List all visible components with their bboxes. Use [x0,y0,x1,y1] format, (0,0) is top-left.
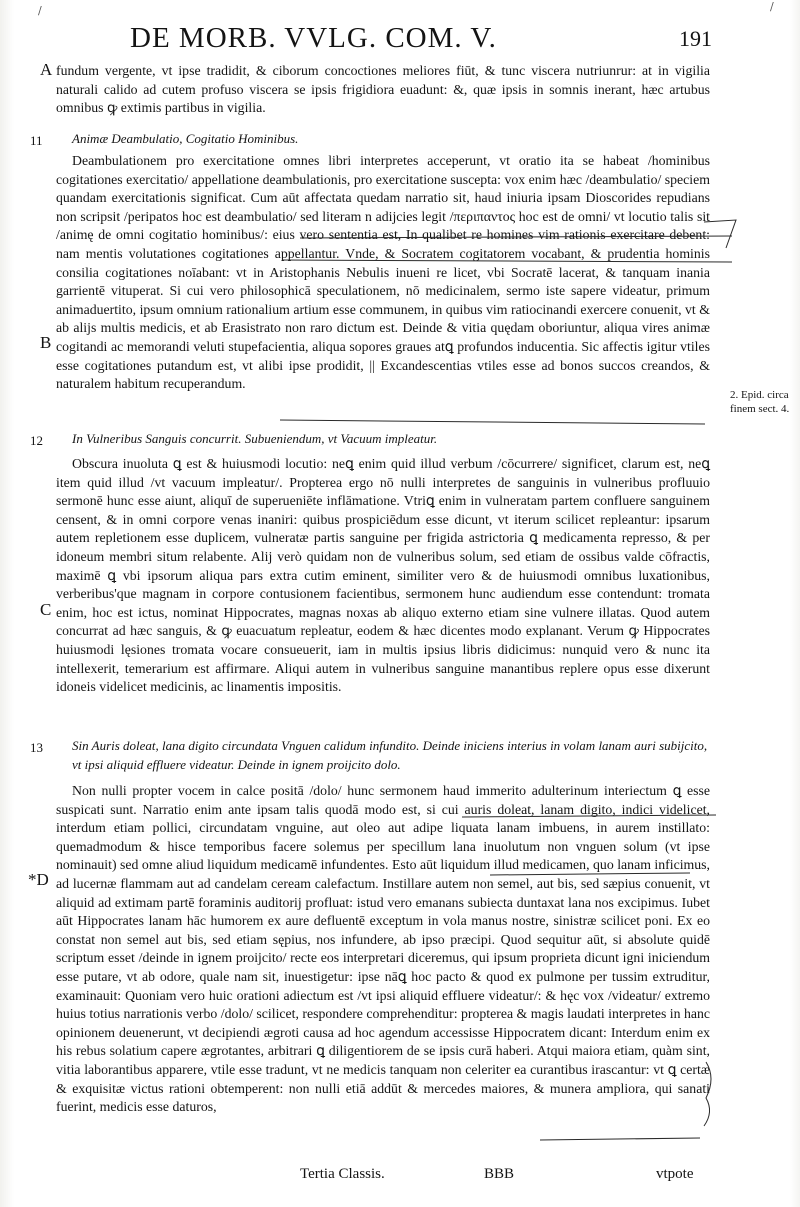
margin-number-11: 11 [30,133,43,148]
page-number: 191 [679,26,712,51]
footer-signature-left: Tertia Classis. [300,1166,385,1182]
margin-letter-b: B [40,333,52,352]
paragraph-section-13: Non nulli propter vocem in calce positā /dolo/ hunc sermonem haud immerito adulterinum interiectum ꝗ esse suspicati sunt. Narratio enim ante ipsam talis quodā modo est, si cui auris doleat, lanam digito, indici videlicet, interdum etiam pollici, circundatam vnguine, aut oleo aut adipe liquata lanam imbuens, in aurem instillato: quemadmodum & hisce temporibus facere solemus per specillum lana inuolutum non vnguen solum (vt ipse nominauit) sed omne aliud liquidum medicamē infundentes. Esto aūt liquidum illud medicamen, quo lanam inficimus, ad lucernæ flammam aut ad candelam ceream calefactum. Instillare autem non semel, aut bis, sed sæpius conuenit, vt aliquid ad extimam partē foraminis auditorij profluat: istud vero emanans subiecta duntaxat lana nos excipimus. Iubet aūt Hippocrates lanam hāc humorem ex aure defluentē exceptum in vola manus nostre, sinistræ scilicet poni. Ex eo constat non semel aut bis, sed etiam sępius, nos infundere, ab ipso præcipi. Quod sequitur aūt, si absolute quidē scriptum esset /deinde in ignem proijcito/ recte eos interpretari diceremus, qui ipsum proprieta dicunt igni iniciendum esse putare, vt ab odore, quale nam sit, inuestigetur: ipse nāꝗ hoc pacto & quod ex pulmone per tussim extruditur, examinauit: Quoniam vero huic orationi adiectum est /vt ipsi aliquid effluere videatur/: & hęc vox /videatur/ extremo huius totius narrationis verbo /dolo/ scilicet, respondere comprehenditur: propterea & magis laudati interpretes in hanc opinionem deuenerunt, vt decipiendi ægroti causa ad hoc agendum accessisse Hippocratem dicant: Interdum enim ex his rebus solatium capere ægrotantes, arbitrari ꝗ diligentiorem de se ipsis curā haberi. Atqui maiora etiam, quàm sint, vitia laborantibus apparere, vtile esse tradunt, vt ne medicis tanquam non celeriter ea curantibus irascantur: vt ꝗ certæ & exquisitæ victus rationi obtemperent: non nulli etiā addūt & mercedes maiores, & munera ampliora, qui sanati fuerint, medicis esse daturos, [56,783,711,1115]
ink-underline-5 [540,1138,700,1140]
running-title: DE MORB. VVLG. COM. V. [130,22,497,54]
paragraph-section-11: Deambulationem pro exercitatione omnes libri interpretes acceperunt, vt oratio ita se habeat /hominibus cogitationes exercitatio/ appellatione deambulationis, pro exercitatione suscepta: vox enim hæc /deambulatio/ speciem quandam exercitationis significat. Cum aūt affectata quedam narratio sit, haud iniuria ipsam Dioscorides repudians non scripsit /peripatos hoc est deambulatio/ sed literam n adijcies legit /περιπαντος hoc est de omni/ vt locutio talis sit /animę de omni cogitatio hominibus/: eius vero sententia est, In qualibet re homines vim rationis exercitare debent: nam mentis volutationes cogitationes appellantur. Vnde, & Socratem cogitatorem vocabant, & prudentia hominis consilia cogitationes noīabant: vt in Aristophanis Nebulis inueni re licet, vbi Socratē lacerat, & tanquam inania garrientē vituperat. Si cui vero philosophicā speculationem, nō medicinalem, sermo iste sapere videatur, primum animaduertito, ipsum omnium rationalium artium esse communem, in quibus vim ratiocinandi exercere conuenit, vt & ab alijs multis medicis, et ab Erasistrato non raro dictum est. Deinde & vitia quędam oboriuntur, aliqua vires animæ cogitandi ac memorandi veluti stupefacientia, aliqua sopores graues atꝗ profundos inducentia. Sic affectis igitur vtiles esse cogitationes putandum est, vt alibi ipse prodidit, || Excandescentias vtiles esse ad bonos succos creandos, & naturalem habitum recuperandum. [56,153,710,392]
pencil-mark-top-left: / [38,4,42,17]
ink-strike-1 [280,420,705,424]
footer-catchword: vtpote [656,1166,694,1182]
heading-section-11: Animæ Deambulatio, Cogitatio Hominibus. [72,131,299,146]
margin-letter-a: A [40,60,53,79]
heading-section-13: Sin Auris doleat, lana digito circundata Vnguen calidum infundito. Deinde iniciens interius in volam lanam auri subijcito, vt ipsi aliquid effluere videatur. Deinde in ignem proijcito dolo. [72,738,708,772]
margin-letter-d: *D [28,870,49,889]
paragraph-section-12: Obscura inuoluta ꝗ est & huiusmodi locutio: neꝗ enim quid illud verbum /cōcurrere/ significet, clarum est, neꝗ item quid illud /vt vacuum impleatur/. Propterea ergo nō nulli interpretes de sanguinis in vulneribus profluuio sermonē hunc esse aiunt, aliquī de superueniēte inflāmatione. Vtriꝗ enim in vulneratam partem confluere sanguinem censent, & in omni corpore venas inaniri: quibus prospiciēdum esse dicunt, vt iterum scilicet repleantur: ipsarum autem repletionem esse duplicem, vulneratæ partis sanguine per frigida astrictoria ꝗ medicamenta represso, & per idoneum membri situm relabente. Alij verò quidam non de vulneribus solum, sed etiam de ossibus valde cōfractis, maximē ꝗ vbi ipsorum aliqua pars extra cutim eminent, similiter vero & de huiusmodi omnibus luxationibus, verberibus'que magnam in corpore contusionem facientibus, sermonem hunc audiendum esse contendunt: tromata enim, hoc est ictus, nominat Hippocrates, magnas noxas ab aliquo externo etiam sine vulnere illatas. Quod autem concurrat ad hæc sanguis, & ꝙ euacuatum repleatur, eodem & hæc dicentes modo explanant. Verum ꝙ Hippocrates huiusmodi lęsiones tromata vocare consueuerit, iam in multis ipsius libris didicimus: nunquid vero & nunc ita intellexerit, temerarium est affirmare. Aliqui autem in vulneribus sanguine manantibus replere opus esse dixerunt idoneis videlicet medicinis, ac linamentis impositis. [56,456,710,695]
footer-signature-mark: BBB [484,1166,515,1182]
pencil-mark-top-right: / [770,0,774,13]
margin-number-12: 12 [30,433,43,448]
heading-section-12: In Vulneribus Sanguis concurrit. Subueniendum, vt Vacuum impleatur. [72,431,438,446]
running-header [72,22,712,56]
paragraph-a: fundum vergente, vt ipse tradidit, & ciborum concoctiones meliores fiūt, & tunc viscera nutriunrur: at in vigilia naturali calido ad cutem profuso viscera se ipsis frigidiora euadunt: &, quæ ipsis in somnis inerant, hæc artubus omnibus ꝙ extimis partibus in vigilia. [56,63,710,116]
margin-number-13: 13 [30,740,43,755]
margin-letter-c: C [40,600,52,619]
side-note-reference: 2. Epid. circa finem sect. 4. [730,389,790,415]
